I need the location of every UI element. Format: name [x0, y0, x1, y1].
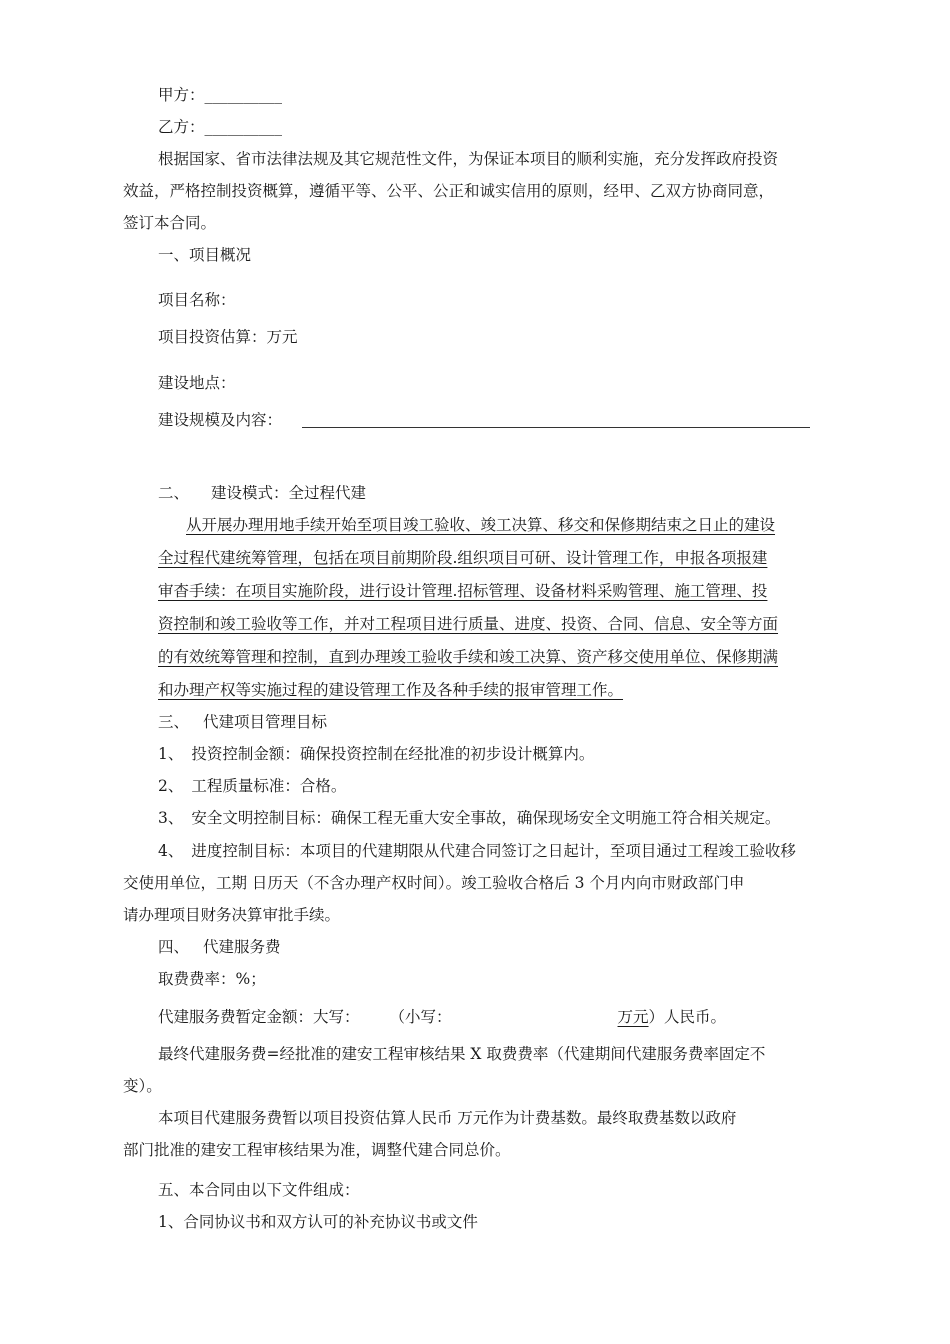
section4-heading: [158, 936, 281, 958]
section3-item-4-cont-1: 交使用单位，工期 日历天（不含办理产权时间）。竣工验收合格后 3 个月内向市财政部门申: [123, 874, 745, 892]
section3-item-4: [158, 840, 796, 862]
section2-heading: [158, 482, 366, 504]
item-number: 2、: [158, 777, 184, 795]
section5-item-1: 1、合同协议书和双方认可的补充协议书或文件: [158, 1213, 478, 1231]
section2-body-line-6: 和办理产权等实施过程的建设管理工作及各种手续的报审管理工作。: [158, 681, 624, 699]
section3-number: 三、: [158, 713, 190, 731]
construction-location-field: 建设地点：: [158, 374, 236, 392]
party-b-blank: __________: [204, 118, 283, 136]
item-number: 4、: [158, 842, 184, 860]
section1-heading: 一、项目概况: [158, 246, 252, 264]
section4-title: 代建服务费: [203, 938, 281, 956]
section5-heading: 五、本合同由以下文件组成：: [158, 1181, 360, 1199]
fee-amount-small: （小写：: [389, 1008, 452, 1026]
section3-item-2: [158, 775, 346, 797]
fee-amount-label: 代建服务费暂定金额：大写：: [158, 1008, 360, 1026]
project-name-field: 项目名称：: [158, 291, 236, 309]
item-text: 进度控制目标：本项目的代建期限从代建合同签订之日起计，至项目通过工程竣工验收移: [191, 842, 796, 860]
section3-item-4-cont-2: 请办理项目财务决算审批手续。: [123, 906, 341, 924]
section2-body-line-2: 全过程代建统筹管理，包括在项目前期阶段.组织项目可研、设计管理工作，申报各项报建: [158, 549, 768, 567]
item-number: 3、: [158, 809, 184, 827]
section4-number: 四、: [158, 938, 190, 956]
party-a-label: 甲方：: [158, 86, 205, 104]
fee-amount-unit: 万元: [617, 1008, 649, 1026]
fee-amount-tail: ）人民币。: [648, 1008, 727, 1026]
construction-scale-underline: [302, 427, 810, 428]
preamble-line-1: 根据国家、省市法律法规及其它规范性文件，为保证本项目的顺利实施，充分发挥政府投资: [158, 150, 779, 168]
section3-item-1: [158, 743, 594, 765]
final-fee-line-1: 最终代建服务费=经批准的建安工程审核结果 X 取费费率（代建期间代建服务费率固定不: [158, 1045, 766, 1063]
party-a-blank: __________: [204, 86, 283, 104]
section3-title: 代建项目管理目标: [203, 713, 328, 731]
final-fee-line-2: 变）。: [123, 1077, 162, 1095]
fee-basis-line-1: 本项目代建服务费暂以项目投资估算人民币 万元作为计费基数。最终取费基数以政府: [158, 1109, 737, 1127]
construction-scale-field: 建设规模及内容：: [158, 411, 283, 429]
item-text: 投资控制金额：确保投资控制在经批准的初步设计概算内。: [191, 745, 595, 763]
section2-body-line-1: 从开展办理用地手续开始至项目竣工验收、竣工决算、移交和保修期结束之日止的建设: [186, 516, 776, 534]
fee-rate-field: 取费费率：%；: [158, 970, 266, 988]
preamble-line-2: 效益，严格控制投资概算，遵循平等、公平、公正和诚实信用的原则，经甲、乙双方协商同意，: [123, 182, 775, 200]
item-number: 1、: [158, 745, 184, 763]
section2-body-line-3: 审杳手续：在项目实施阶段，进行设计管理.招标管理、设备材料采购管理、施工管理、投: [158, 582, 768, 600]
party-b-line: [158, 116, 282, 138]
project-investment-field: 项目投资估算：万元: [158, 328, 298, 346]
fee-basis-line-2: 部门批准的建安工程审核结果为准，调整代建合同总价。: [123, 1141, 511, 1159]
item-text: 工程质量标准：合格。: [191, 777, 347, 795]
section2-body-line-5: 的有效统筹管理和控制，直到办理竣工验收手续和竣工决算、资产移交使用单位、保修期满: [158, 648, 779, 666]
section2-title: 建设模式：全过程代建: [211, 484, 367, 502]
section3-heading: [158, 711, 327, 733]
section3-item-3: [158, 807, 780, 829]
party-a-line: [158, 84, 282, 106]
item-text: 安全文明控制目标：确保工程无重大安全事故，确保现场安全文明施工符合相关规定。: [191, 809, 781, 827]
section2-body-line-4: 资控制和竣工验收等工作，并对工程项目进行质量、进度、投资、合同、信息、安全等方面: [158, 615, 779, 633]
section2-number: 二、: [158, 484, 190, 502]
fee-amount-line: [158, 1006, 726, 1028]
preamble-line-3: 签订本合同。: [123, 214, 217, 232]
party-b-label: 乙方：: [158, 118, 205, 136]
